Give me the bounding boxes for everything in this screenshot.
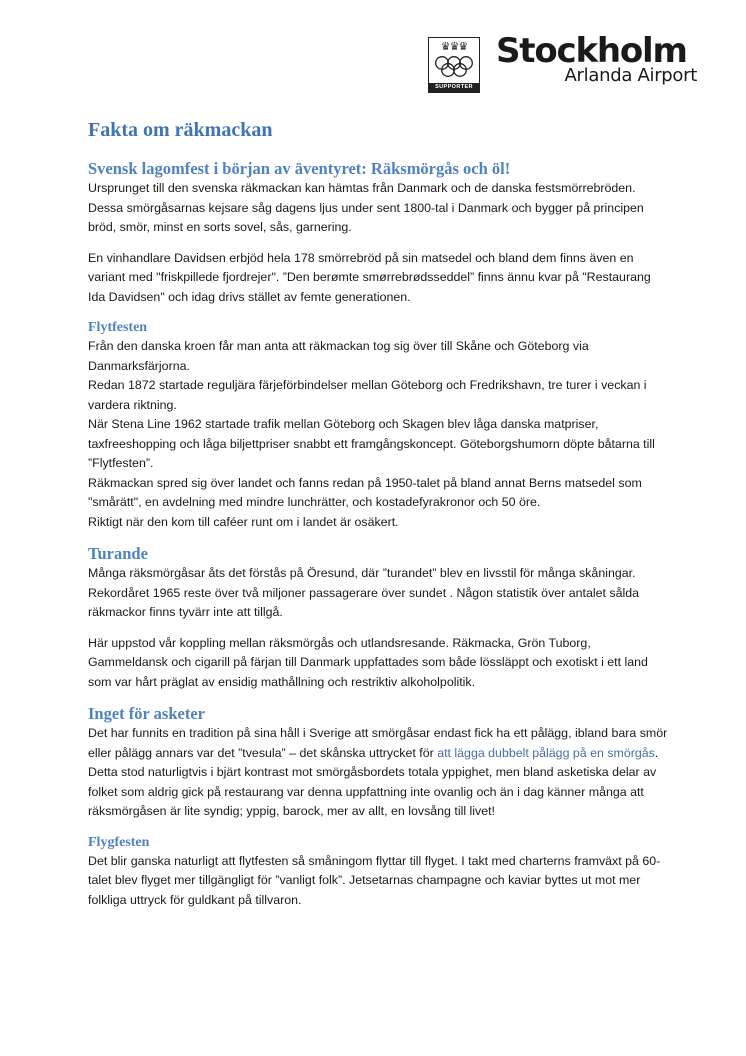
section-heading-flygfesten: Flygfesten [88, 834, 150, 850]
three-crowns-icon: ♛♛♛ [440, 40, 468, 53]
paragraph: När Stena Line 1962 startade trafik mellan Göteborg och Skagen blev låga danska matpriser, taxfreeshopping och låga biljettpriser snabbt ett framgångskoncept. Göteborgshumorn döpte båtarna till ”Flytfesten”. [88, 417, 655, 470]
brand-subtitle: Arlanda Airport [564, 65, 697, 86]
paragraph: En vinhandlare Davidsen erbjöd hela 178 smörrebröd på sin matsedel och bland dem finns även en variant med "friskpillede fjordrejer". ”Den berømte smørrebrødsseddel” finns ännu kvar på "Restaurang Ida Davidsen" och idag drivs stället av femte generationen. [88, 250, 651, 304]
section-heading-asketer: Inget för asketer [88, 704, 205, 723]
article-content [88, 117, 668, 910]
section-heading-flytfesten: Flytfesten [88, 320, 148, 335]
paragraph: Många räksmörgåsar åts det förstås på Öresund, där ”turandet” blev en livsstil för många skåningar. Rekordåret 1965 reste över två miljoner passagerare över sundet . Någon statistik över antalet sålda räkmackor finns tyvärr inte att tillgå. [88, 566, 639, 619]
badge-label: SUPPORTER [429, 83, 479, 92]
paragraph: Redan 1872 startade reguljära färjeförbindelser mellan Göteborg och Fredrikshavn, tre turer i veckan i vardera riktning. [88, 378, 647, 412]
page-title: Fakta om räkmackan [88, 119, 273, 141]
paragraph: Räkmackan spred sig över landet och fanns redan på 1950-talet på bland annat Berns matsedel som "smårätt", en avdelning med mindre lunchrätter, och kostadefyrakronor och 50 öre. [88, 475, 642, 509]
olympic-rings-icon [434, 53, 474, 81]
section-heading-lagomfest: Svensk lagomfest i början av äventyret: Räksmörgås och öl! [88, 159, 511, 178]
paragraph [88, 724, 668, 822]
paragraph: Det blir ganska naturligt att flytfesten så småningom flyttar till flyget. I takt med charterns framväxt på 60-talet blev flyget mer tillgängligt för ”vanligt folk”. Jetsetarnas champagne och kaviar byttes ut mot mer folkliga uttryck för guldkant på tillvaron. [88, 853, 661, 907]
tvesula-link[interactable]: att lägga dubbelt pålägg på en smörgås [437, 745, 655, 760]
section-heading-turande: Turande [88, 544, 148, 563]
paragraph: Ursprunget till den svenska räkmackan kan hämtas från Danmark och de danska festsmörrebröden. Dessa smörgåsarnas kejsare såg dagens ljus under sent 1800-tal i Danmark och bygger på principen bröd, smör, minst en sorts sovel, sås, garnering. [88, 181, 644, 234]
paragraph-text: Det har funnits en tradition på sina håll i Sverige att smörgåsar endast fick ha ett pålägg, ibland bara smör eller pålägg annars var det ”tvesula” – det skånska uttrycket för [88, 726, 668, 760]
paragraph: Här uppstod vår koppling mellan räksmörgås och utlandsresande. Räkmacka, Grön Tuborg, Gammeldansk och cigarill på färjan till Danmark uppfattades som både lössläppt och exotiskt i ett land som var hårt präglat av ensidig mathållning och restriktiv alkoholpolitik. [88, 635, 648, 689]
paragraph: Från den danska kroen får man anta att räkmackan tog sig över till Skåne och Göteborg via Danmarksfärjorna. [88, 339, 589, 373]
paragraph: Riktigt när den kom till caféer runt om i landet är osäkert. [88, 514, 399, 529]
brand-name: Stockholm [496, 31, 687, 71]
paragraph-text: . Detta stod naturligtvis i bjärt kontrast mot smörgåsbordets totala yppighet, men bland asketiska delar av folket som aldrig gick på restaurang var denna uppfattning inte ovanlig och än i dag känner många att räksmörgåsen är lite syndig; yppig, barock, mer av allt, en lovsång till livet! [88, 745, 659, 818]
stockholm-arlanda-logo [496, 32, 701, 86]
olympic-supporter-logo [428, 37, 480, 93]
